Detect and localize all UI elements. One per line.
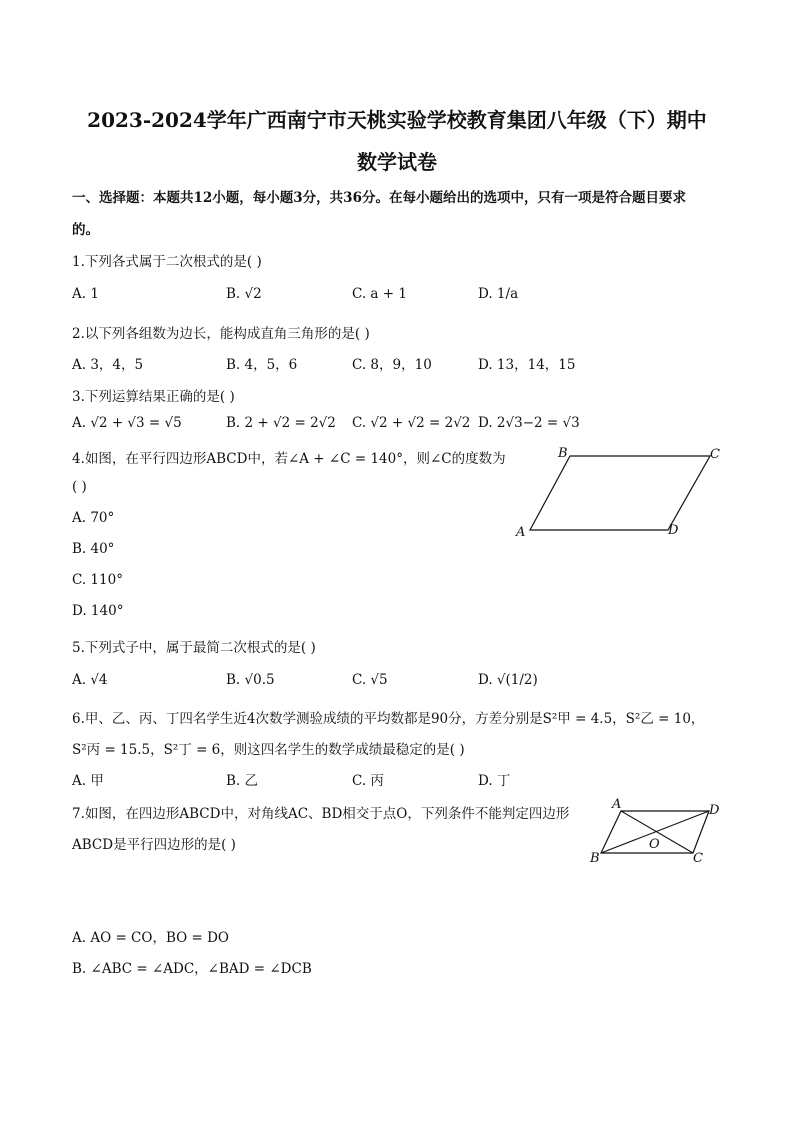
fig-label-b: B: [558, 446, 568, 461]
fig7-label-d: D: [709, 803, 720, 818]
q1-stem: 1.下列各式属于二次根式的是( ): [72, 254, 262, 270]
q1-option-d: D. 1/a: [478, 286, 519, 302]
q6-option-d: D. 丁: [478, 773, 511, 789]
q2-stem: 2.以下列各组数为边长，能构成直角三角形的是( ): [72, 326, 370, 342]
q5-option-a: A. √4: [72, 672, 108, 688]
q4-option-b: B. 40°: [72, 541, 115, 557]
q3-option-c: C. √2 + √2 = 2√2: [352, 415, 471, 431]
q6-option-a: A. 甲: [72, 773, 104, 789]
fig-label-d: D: [668, 523, 679, 538]
q4-stem-line1: 4.如图，在平行四边形ABCD中，若∠A + ∠C = 140°，则∠C的度数为: [72, 451, 506, 467]
q4-option-c: C. 110°: [72, 572, 123, 588]
fig7-label-c: C: [693, 851, 703, 866]
q2-option-c: C. 8，9，10: [352, 357, 432, 373]
q7-stem-line1: 7.如图，在四边形ABCD中，对角线AC、BD相交于点O，下列条件不能判定四边形: [72, 806, 570, 822]
section-heading-line1: 一、选择题：本题共12小题，每小题3分，共36分。在每小题给出的选项中，只有一项是符合题目要求: [72, 190, 686, 206]
q5-option-c: C. √5: [352, 672, 388, 688]
q2-option-b: B. 4，5，6: [226, 357, 298, 373]
section-heading-line2: 的。: [72, 222, 99, 238]
q1-option-b: B. √2: [226, 286, 262, 302]
fig7-label-o: O: [649, 837, 660, 852]
q2-option-d: D. 13，14，15: [478, 357, 576, 373]
q7-quadrilateral-figure: [585, 796, 725, 866]
q4-option-a: A. 70°: [72, 510, 115, 526]
q3-stem: 3.下列运算结果正确的是( ): [72, 389, 235, 405]
fig-label-c: C: [710, 447, 720, 462]
q6-option-b: B. 乙: [226, 773, 259, 789]
q3-option-a: A. √2 + √3 = √5: [72, 415, 182, 431]
q4-option-d: D. 140°: [72, 603, 124, 619]
q5-option-b: B. √0.5: [226, 672, 275, 688]
q6-stem-line1: 6.甲、乙、丙、丁四名学生近4次数学测验成绩的平均数都是90分，方差分别是S²甲 = 4.5，S²乙 = 10，: [72, 711, 705, 727]
parallelogram-abcd: [530, 456, 710, 530]
q5-option-d: D. √(1/2): [478, 672, 538, 688]
q6-option-c: C. 丙: [352, 773, 384, 789]
q7-option-b: B. ∠ABC = ∠ADC，∠BAD = ∠DCB: [72, 961, 312, 977]
q7-stem-line2: ABCD是平行四边形的是( ): [72, 837, 236, 853]
q4-parallelogram-figure: [510, 440, 730, 545]
q4-stem-line2: ( ): [72, 479, 87, 495]
fig-label-a: A: [516, 525, 526, 540]
q3-option-d: D. 2√3−2 = √3: [478, 415, 580, 431]
fig7-label-a: A: [612, 797, 622, 812]
exam-title-line2: 数学试卷: [357, 150, 437, 174]
q5-stem: 5.下列式子中，属于最简二次根式的是( ): [72, 640, 316, 656]
q6-stem-line2: S²丙 = 15.5，S²丁 = 6，则这四名学生的数学成绩最稳定的是( ): [72, 742, 465, 758]
q1-option-a: A. 1: [72, 286, 99, 302]
q2-option-a: A. 3，4，5: [72, 357, 144, 373]
exam-title-line1: 2023-2024学年广西南宁市天桃实验学校教育集团八年级（下）期中: [87, 108, 707, 132]
q3-option-b: B. 2 + √2 = 2√2: [226, 415, 336, 431]
q1-option-c: C. a + 1: [352, 286, 407, 302]
fig7-label-b: B: [590, 851, 600, 866]
q7-option-a: A. AO = CO，BO = DO: [72, 930, 229, 946]
